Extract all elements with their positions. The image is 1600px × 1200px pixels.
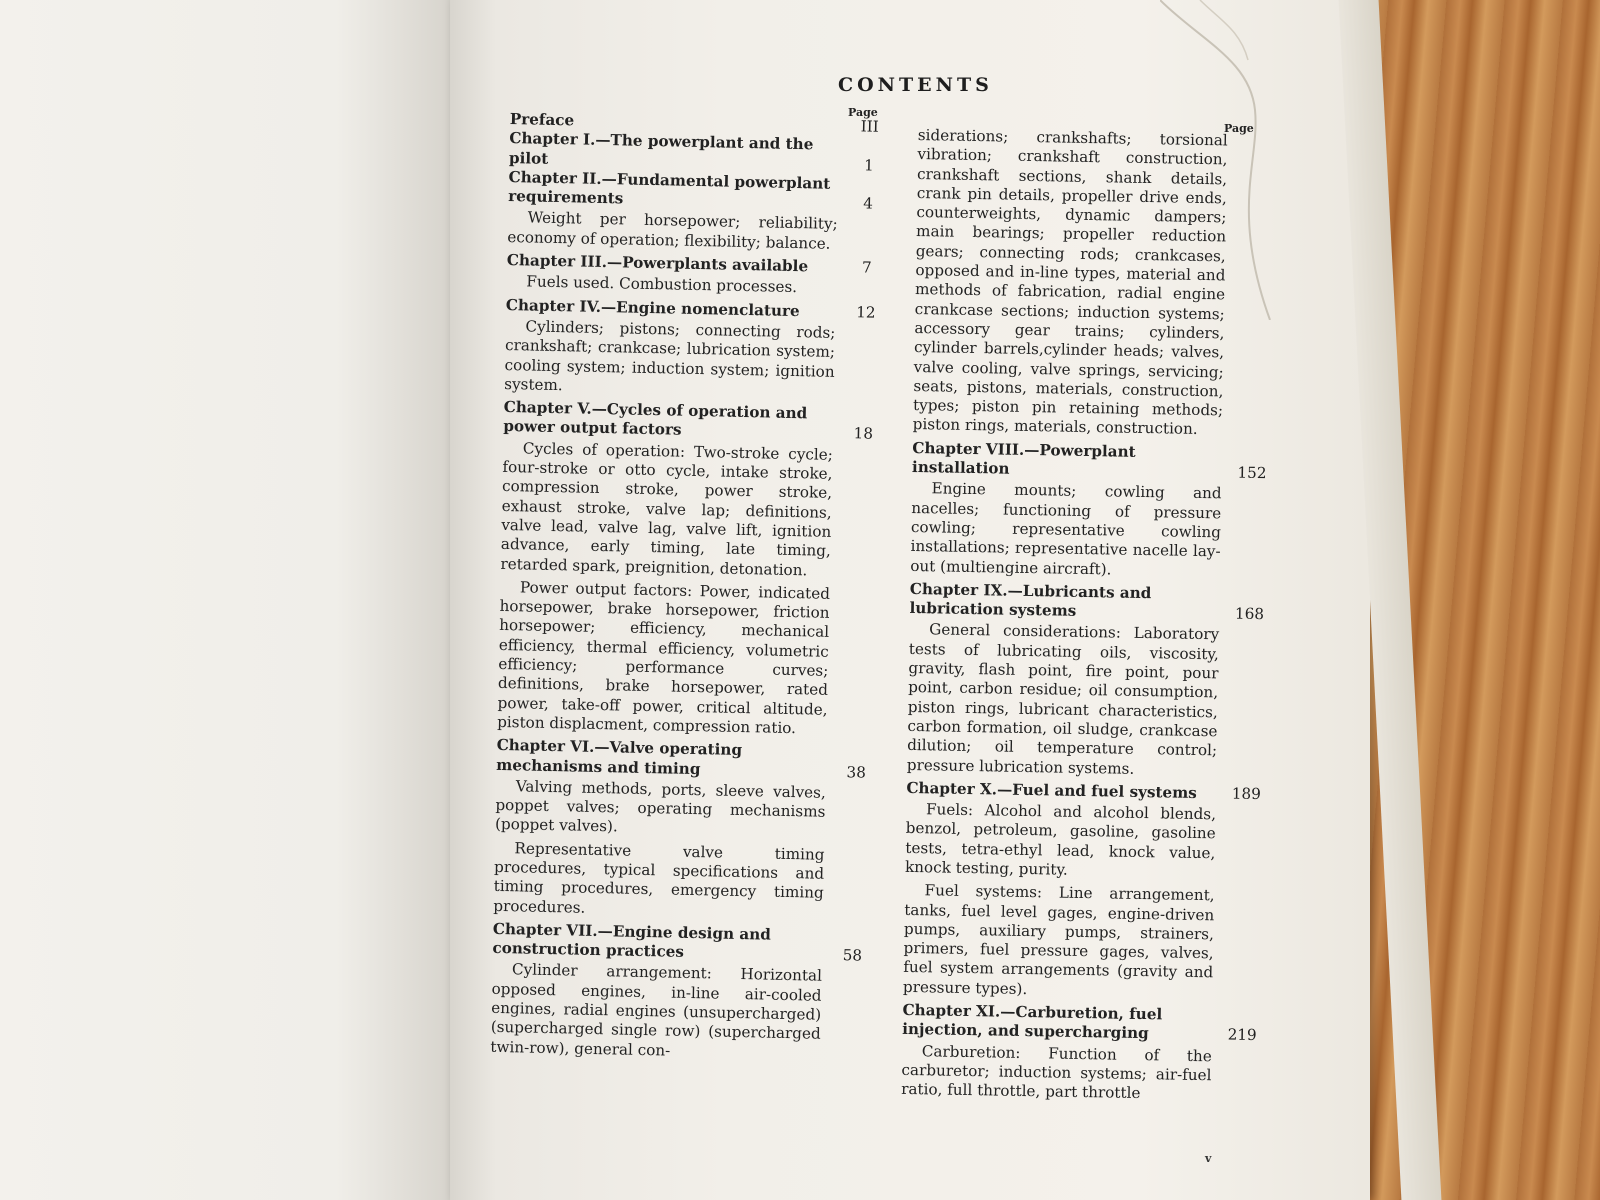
page-column-header-right: Page	[1224, 122, 1254, 135]
left-blank-page	[0, 0, 480, 1200]
toc-page-number: 168	[1234, 604, 1265, 624]
toc-chapter-title: Chapter XI.—Carburetion, fuel injection, and supercharging	[902, 1000, 1163, 1043]
toc-description: Cylinder arrangement: Horizontal opposed engines, in-line air-cooled engines, radial engines (unsupercharged) (supercharged single row) (supercharged twin-row), general con-	[490, 960, 823, 1060]
toc-description: Engine mounts; cowling and nacelles; functioning of pressure cowling; representative cowling installations; representative nacelle lay-out (multiengine aircraft).	[910, 479, 1222, 578]
toc-chapter-entry	[508, 168, 899, 215]
toc-description: Fuels: Alcohol and alcohol blends, benzol, petroleum, gasoline, gasoline tests, tetra-ethyl lead, knock value, knock testing, purity.	[904, 800, 1217, 879]
toc-chapter-title: Chapter II.—Fundamental powerplant requirements	[508, 167, 831, 208]
toc-chapter-title: Chapter III.—Powerplants available	[506, 251, 809, 276]
toc-page-number: 12	[855, 302, 876, 322]
toc-chapter-title: Chapter V.—Cycles of operation and power output factors	[503, 398, 808, 440]
toc-description: Weight per horsepower; reliability; economy of operation; flexibility; balance.	[507, 208, 838, 253]
toc-chapter-title: Chapter VIII.—Powerplant installation	[911, 438, 1136, 478]
toc-page-number: III	[860, 117, 879, 136]
toc-chapter-entry	[909, 580, 1280, 625]
toc-description: Carburetion: Function of the carburetor; induction systems; air-fuel ratio, full throttle, part throttle	[900, 1041, 1212, 1103]
page-title: CONTENTS	[838, 74, 993, 96]
toc-description: Valving methods, ports, sleeve valves, poppet valves; operating mechanisms (poppet valves).	[494, 777, 826, 836]
toc-chapter-title: Chapter VI.—Valve operating mechanisms and timing	[496, 736, 743, 778]
contents-right-column	[901, 124, 1288, 1110]
toc-chapter-entry	[492, 920, 883, 967]
contents-left-column	[490, 110, 900, 1069]
toc-description: General considerations: Laboratory tests of lubricating oils, viscosity, gravity, flash point, fire point, pour point, carbon residue; oil consumption, piston rings, lubricant characteristics, carbon formation, oil sludge, crankcase dilution; oil temperature control; pressure lubrication systems.	[906, 620, 1220, 778]
toc-page-number: 219	[1227, 1025, 1257, 1045]
toc-description: Fuel systems: Line arrangement, tanks, fuel level gages, engine-driven pumps, auxiliary pumps, strainers, primers, fuel pressure gages, valves, fuel system arrangements (gravity and pressure types).	[902, 881, 1215, 998]
toc-description: Representative valve timing procedures, typical specifications and timing procedures, emergency timing procedures.	[493, 838, 825, 917]
toc-chapter-title: Chapter I.—The powerplant and the pilot	[508, 129, 814, 168]
toc-chapter-entry	[496, 736, 887, 783]
toc-chapter-entry	[503, 398, 894, 445]
toc-chapter-title: Preface	[509, 110, 575, 130]
toc-chapter-title: Chapter IX.—Lubricants and lubrication systems	[909, 579, 1152, 620]
toc-page-number: 7	[861, 258, 872, 277]
page-folio: v	[1205, 1152, 1212, 1165]
toc-chapter-title: Chapter IV.—Engine nomenclature	[505, 295, 800, 320]
toc-chapter-title: Chapter VII.—Engine design and construction practices	[492, 919, 772, 961]
toc-description: Fuels used. Combustion processes.	[526, 272, 798, 297]
toc-description: Power output factors: Power, indicated horsepower, brake horsepower, friction horsepower; efficiency, mechanical efficiency, thermal efficiency, volumetric efficiency; performance curves; definitions, brake horsepower, rated power, take-off power, critical altitude, piston displacment, compression ratio.	[496, 578, 831, 738]
toc-description: Cylinders; pistons; connecting rods; crankshaft; crankcase; lubrication system; cooling system; induction system; ignition system.	[504, 317, 836, 395]
toc-page-number: 152	[1237, 463, 1267, 483]
toc-page-number: 189	[1231, 784, 1262, 803]
page-column-header-left: Page	[848, 106, 878, 119]
toc-page-number: 38	[846, 762, 867, 782]
toc-chapter-entry	[912, 439, 1283, 484]
toc-page-number: 1	[863, 156, 874, 175]
toc-page-number: 18	[853, 424, 874, 444]
toc-description: siderations; crankshafts; torsional vibration; crankshaft construction, crankshaft sections, shank details, crank pin details, propeller drive ends, counterweights, dynamic dampers; main bearings; propeller reduction gears; connecting rods; crankcases, opposed and in-line types, material and methods of fabrication, radial engine crankcase sections; induction systems; accessory gear trains; cylinders, cylinder barrels,cylinder heads; valves, valve cooling, valve springs, servicing; seats, pistons, materials, construction, types; piston pin retaining methods; piston rings, materials, construction.	[912, 125, 1228, 439]
toc-page-number: 58	[842, 946, 863, 965]
toc-chapter-entry	[902, 1001, 1273, 1046]
toc-description: Cycles of operation: Two-stroke cycle; four-stroke or otto cycle, intake stroke, compression stroke, power stroke, exhaust stroke, valve lap; definitions, valve lead, valve lag, valve lift, ignition advance, early timing, late timing, retarded spark, preignition, detonation.	[500, 439, 834, 579]
toc-page-number: 4	[863, 194, 874, 213]
toc-chapter-title: Chapter X.—Fuel and fuel systems	[906, 778, 1197, 802]
